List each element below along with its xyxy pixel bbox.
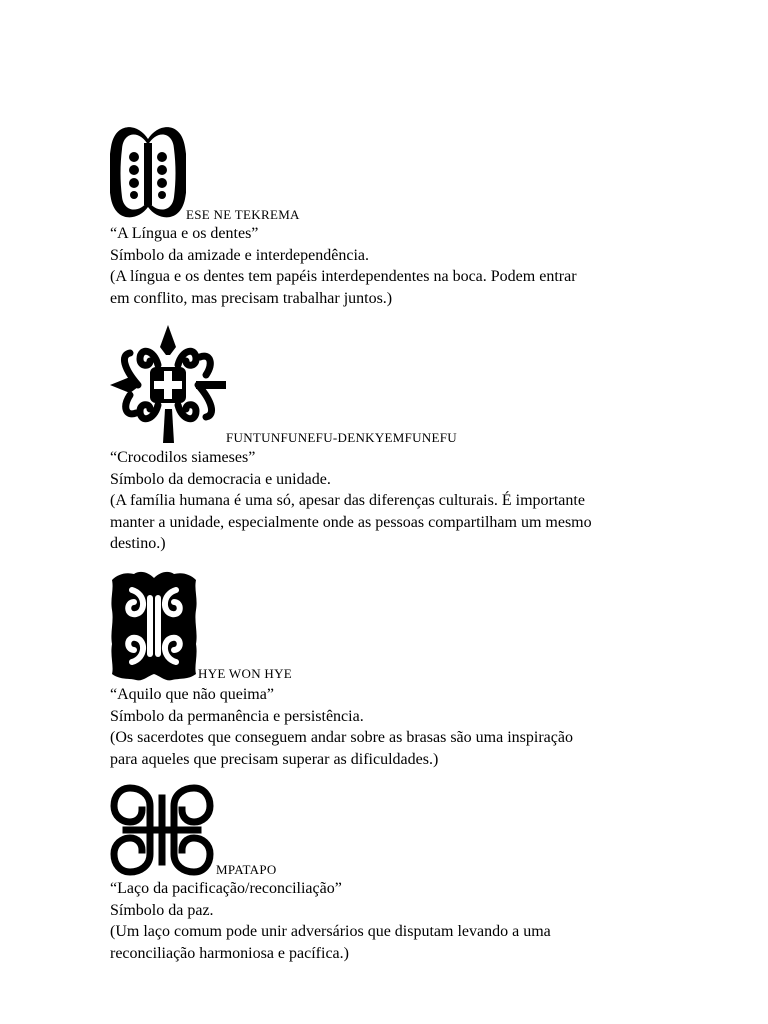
symbol-header <box>110 123 670 223</box>
symbol-translation: “Crocodilos siameses” <box>110 449 256 466</box>
symbol-name: MPATAPO <box>216 862 277 877</box>
symbol-entry <box>110 570 670 770</box>
funtunfunefu-denkyemfunefu-icon <box>110 325 226 445</box>
symbol-translation: “Laço da pacificação/reconciliação” <box>110 880 342 897</box>
symbol-description-line: (Um laço comum pode unir adversários que disputam levando a uma <box>110 923 551 940</box>
hye-won-hye-icon <box>110 570 198 682</box>
symbol-description-line: para aqueles que precisam superar as dificuldades.) <box>110 750 439 768</box>
symbol-meaning: Símbolo da permanência e persistência. <box>110 707 364 725</box>
symbol-description-line: (Os sacerdotes que conseguem andar sobre as brasas são uma inspiração <box>110 729 573 746</box>
symbol-meaning: Símbolo da democracia e unidade. <box>110 470 331 488</box>
symbol-entry <box>110 325 670 555</box>
symbol-description-line: (A família humana é uma só, apesar das diferenças culturais. É importante <box>110 492 585 509</box>
symbol-description-line: em conflito, mas precisam trabalhar juntos.) <box>110 289 393 307</box>
symbol-header <box>110 784 670 878</box>
symbol-name: HYE WON HYE <box>198 666 293 681</box>
symbol-entry <box>110 784 670 964</box>
symbol-description-line: destino.) <box>110 535 166 552</box>
symbol-name: ESE NE TEKREMA <box>186 207 300 222</box>
symbol-description-line: reconciliação harmoniosa e pacífica.) <box>110 944 349 962</box>
symbol-description-line: (A língua e os dentes tem papéis interdependentes na boca. Podem entrar <box>110 268 577 285</box>
symbol-translation: “Aquilo que não queima” <box>110 686 274 703</box>
symbol-meaning: Símbolo da amizade e interdependência. <box>110 246 370 264</box>
ese-ne-tekrema-icon <box>110 123 186 221</box>
symbol-entry <box>110 123 670 309</box>
symbol-translation: “A Língua e os dentes” <box>110 225 259 242</box>
symbol-description-line: manter a unidade, especialmente onde as pessoas compartilham um mesmo <box>110 513 592 531</box>
symbol-header <box>110 325 670 447</box>
symbol-header <box>110 570 670 684</box>
symbol-meaning: Símbolo da paz. <box>110 901 214 919</box>
mpatapo-icon <box>110 784 214 876</box>
symbol-name: FUNTUNFUNEFU-DENKYEMFUNEFU <box>226 430 457 445</box>
